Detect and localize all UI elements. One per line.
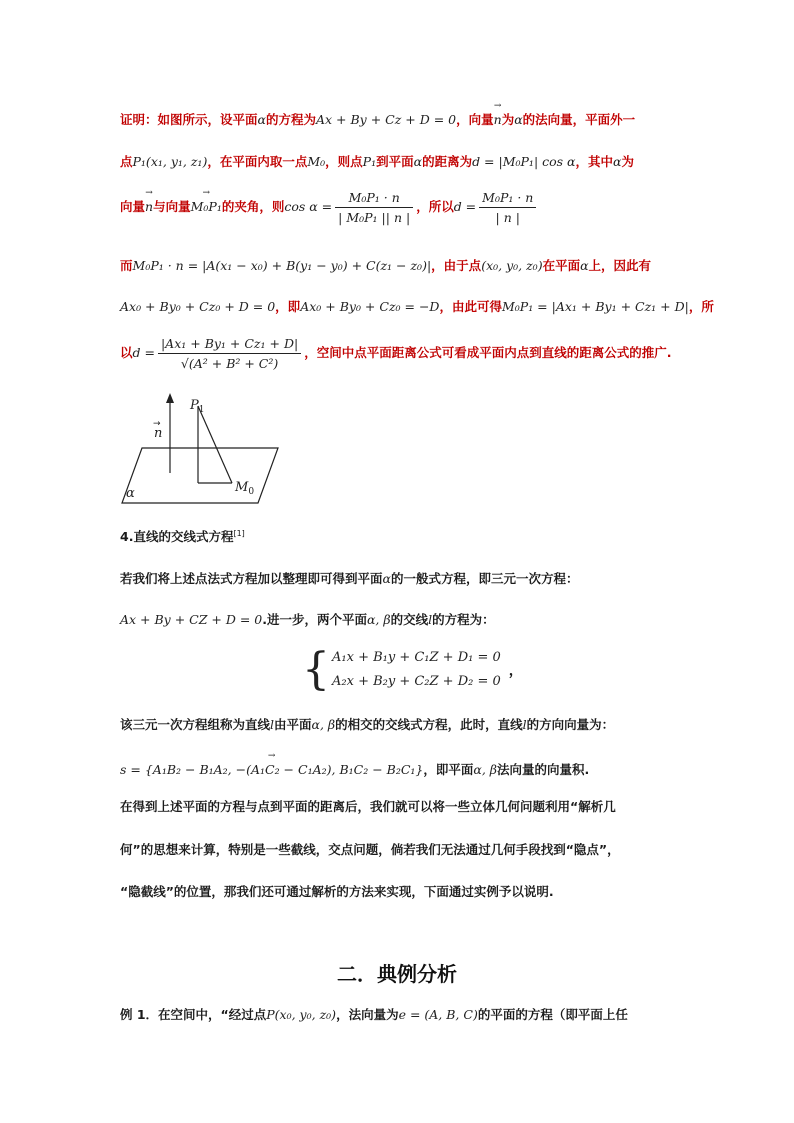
point-P1: P₁(x₁, y₁, z₁) [132,154,208,169]
equation-system: { A₁x + B₁y + C₁Z + D₁ = 0 A₂x + B₂y + C₂Z + D₂ = 0 ， [302,644,523,695]
d-fraction: $\frac{\text{M₀P₁ · n}}{| n |}$ [479,190,536,225]
label-M0: $M_0$ [235,480,255,497]
proof-line-5: Ax₀ + By₀ + Cz₀ + D = 0，即Ax₀ + By₀ + Cz₀ = −D，由此可得M₀P₁ = |Ax₁ + By₁ + Cz₁ + D|，所 [120,299,714,314]
section4-title: 4.直线的交线式方程[1] [120,528,245,544]
segment-P1-M0 [198,406,232,483]
plane-distance-figure [110,393,290,508]
section4-para-4: → s = {A₁B₂ − B₁A₂, −(A₁C₂ − C₁A₂), B₁C₂ − B₂C₁}，即平面α, β法向量的向量积. [120,760,589,778]
proof-line-2: 点P₁(x₁, y₁, z₁)，在平面内取一点M₀，则点P₁到平面α的距离为d = |M₀P₁| cos α，其中α为 [120,154,634,169]
cos-fraction: $\frac{\text{M₀P₁ · n}}{\text{| M₀P₁ || n |}}$ [335,190,413,225]
distance-formula: d = |M₀P₁| cos α [472,154,576,169]
section4-para-7: “隐截线”的位置，那我们还可通过解析的方法来实现，下面通过实例予以说明. [120,884,554,899]
section4-para-6: 何”的思想来计算，特别是一些截线，交点问题，倘若我们无法通过几何手段找到“隐点”， [120,842,620,857]
label-alpha: α [126,486,135,501]
section4-para-5: 在得到上述平面的方程与点到平面的距离后，我们就可以将一些立体几何问题利用“解析几 [120,799,616,814]
normal-vector-n: → n [494,112,502,127]
example-1: 例 1．在空间中，“经过点P(x₀, y₀, z₀)，法向量为e = (A, B, C)的平面的方程（即平面上任 [120,1007,628,1022]
proof-line-4: 而M₀P₁ · n = |A(x₁ − x₀) + B(y₁ − y₀) + C(z₁ − z₀)|，由于点(x₀, y₀, z₀)在平面α上，因此有 [120,258,652,273]
arrow-head [166,393,174,403]
section4-para-1: 若我们将上述点法式方程加以整理即可得到平面α的一般式方程，即三元一次方程： [120,571,579,586]
plane-alpha [122,448,278,503]
label-P1: $P_1$ [190,398,205,415]
section4-para-2: Ax + By + CZ + D = 0.进一步，两个平面α, β的交线l的方程为： [120,612,495,627]
label-n-arrow: → [153,419,161,429]
section4-para-3: 该三元一次方程组称为直线l由平面α, β的相交的交线式方程，此时，直线l的方向向量为： [120,717,615,732]
proof-line-6: 以d = $\frac{\text{|Ax₁ + By₁ + Cz₁ + D|}}{\text{√(A² + B² + C²)}}$ ，空间中点平面距离公式可看成平面内点到直线的距离公式的推广. [120,336,672,371]
proof-line-1: 证明：如图所示，设平面α的方程为Ax + By + Cz + D = 0，向量→ n为α的法向量，平面外一 [120,110,635,128]
plane-equation: Ax + By + Cz + D = 0 [315,112,457,127]
point-M0: M₀ [307,154,326,169]
distance-final-fraction: $\frac{\text{|Ax₁ + By₁ + Cz₁ + D|}}{\text{√(A² + B² + C²)}}$ [158,336,301,371]
proof-line-3: 向量→ n与向量→ M₀P₁的夹角，则cos α = $\frac{\text{M₀P₁ · n}}{\text{| M₀P₁ || n |}}$ ，所以d = $\frac{\text{M₀P₁ · n}}{| n |}$ [120,190,539,225]
dot-product-equation: M₀P₁ · n = |A(x₁ − x₀) + B(y₁ − y₀) + C(z₁ − z₀)| [132,258,432,273]
label-n: n [154,426,163,441]
direction-vector: → s = {A₁B₂ − B₁A₂, −(A₁C₂ − C₁A₂), B₁C₂ − B₂C₁} [120,762,423,777]
section-heading: 二．典例分析 [337,962,457,986]
vector-M0P1: → M₀P₁ [191,199,222,214]
alpha-symbol: α [257,112,266,127]
brace-glyph: { [302,644,330,695]
